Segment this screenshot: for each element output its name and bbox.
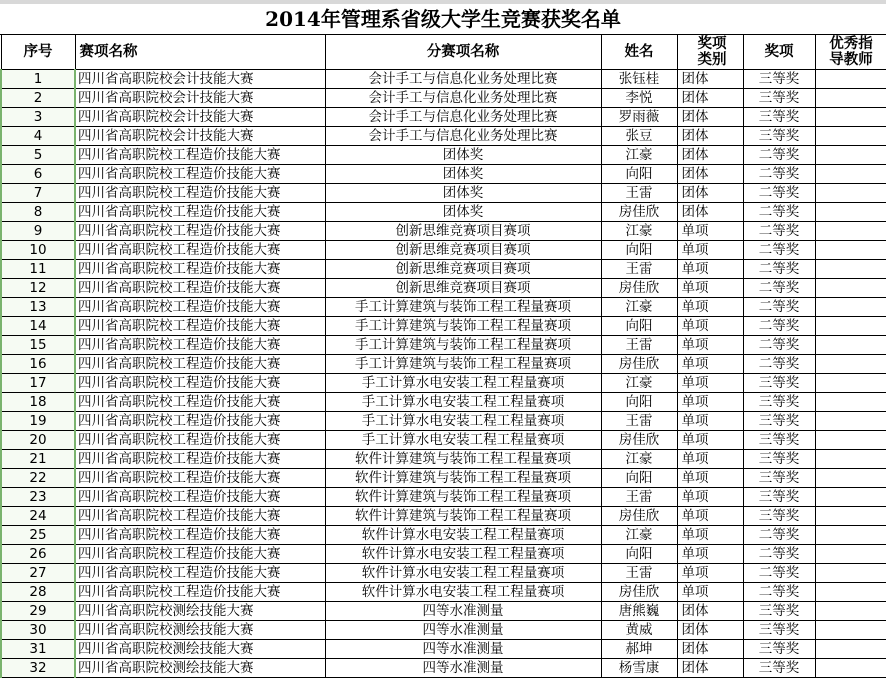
cell-contest[interactable]: 四川省高职院校工程造价技能大赛 [75, 146, 325, 165]
cell-idx[interactable]: 9 [1, 222, 75, 241]
cell-award-type[interactable]: 单项 [677, 412, 743, 431]
cell-subcontest[interactable]: 软件计算建筑与装饰工程工程量赛项 [325, 469, 601, 488]
cell-teacher[interactable] [815, 621, 886, 640]
table-row [1, 583, 886, 602]
cell-contest[interactable]: 四川省高职院校工程造价技能大赛 [75, 222, 325, 241]
header-idx[interactable]: 序号 [1, 35, 75, 70]
cell-subcontest[interactable]: 软件计算建筑与装饰工程工程量赛项 [325, 507, 601, 526]
cell-contest[interactable]: 四川省高职院校测绘技能大赛 [75, 640, 325, 659]
cell-contest[interactable]: 四川省高职院校工程造价技能大赛 [75, 450, 325, 469]
table-row [1, 146, 886, 165]
cell-idx[interactable]: 14 [1, 317, 75, 336]
table-row [1, 507, 886, 526]
cell-teacher[interactable] [815, 640, 886, 659]
cell-award[interactable]: 二等奖 [743, 165, 815, 184]
cell-award-type[interactable]: 单项 [677, 317, 743, 336]
cell-award[interactable]: 三等奖 [743, 659, 815, 678]
cell-idx[interactable]: 2 [1, 89, 75, 108]
cell-contest[interactable]: 四川省高职院校工程造价技能大赛 [75, 241, 325, 260]
cell-contest[interactable]: 四川省高职院校会计技能大赛 [75, 108, 325, 127]
cell-award-type[interactable]: 单项 [677, 545, 743, 564]
cell-idx[interactable]: 30 [1, 621, 75, 640]
cell-award-type[interactable]: 单项 [677, 507, 743, 526]
cell-idx[interactable]: 7 [1, 184, 75, 203]
cell-award[interactable]: 二等奖 [743, 355, 815, 374]
table-row [1, 317, 886, 336]
cell-award[interactable]: 三等奖 [743, 507, 815, 526]
header-award-type-line1: 奖项 [697, 36, 727, 52]
table-row [1, 488, 886, 507]
cell-subcontest[interactable]: 会计手工与信息化业务处理比赛 [325, 127, 601, 146]
cell-subcontest[interactable]: 手工计算建筑与装饰工程工程量赛项 [325, 336, 601, 355]
cell-subcontest[interactable]: 创新思维竞赛项目赛项 [325, 260, 601, 279]
cell-contest[interactable]: 四川省高职院校工程造价技能大赛 [75, 412, 325, 431]
cell-teacher[interactable] [815, 393, 886, 412]
cell-person[interactable]: 房佳欣 [601, 583, 677, 602]
cell-award[interactable]: 二等奖 [743, 279, 815, 298]
cell-person[interactable]: 房佳欣 [601, 431, 677, 450]
cell-award[interactable]: 二等奖 [743, 298, 815, 317]
cell-contest[interactable]: 四川省高职院校测绘技能大赛 [75, 602, 325, 621]
cell-idx[interactable]: 18 [1, 393, 75, 412]
cell-award-type[interactable]: 单项 [677, 374, 743, 393]
cell-idx[interactable]: 19 [1, 412, 75, 431]
cell-award-type[interactable]: 单项 [677, 469, 743, 488]
cell-award-type[interactable]: 单项 [677, 298, 743, 317]
cell-teacher[interactable] [815, 203, 886, 222]
cell-idx[interactable]: 10 [1, 241, 75, 260]
cell-contest[interactable]: 四川省高职院校工程造价技能大赛 [75, 431, 325, 450]
cell-teacher[interactable] [815, 564, 886, 583]
cell-subcontest[interactable]: 软件计算水电安装工程工程量赛项 [325, 583, 601, 602]
cell-subcontest[interactable]: 手工计算水电安装工程工程量赛项 [325, 393, 601, 412]
cell-subcontest[interactable]: 团体奖 [325, 146, 601, 165]
cell-subcontest[interactable]: 四等水准测量 [325, 640, 601, 659]
cell-idx[interactable]: 5 [1, 146, 75, 165]
cell-teacher[interactable] [815, 127, 886, 146]
cell-award[interactable]: 三等奖 [743, 108, 815, 127]
cell-subcontest[interactable]: 手工计算建筑与装饰工程工程量赛项 [325, 298, 601, 317]
cell-contest[interactable]: 四川省高职院校工程造价技能大赛 [75, 317, 325, 336]
cell-person[interactable]: 王雷 [601, 564, 677, 583]
cell-award-type[interactable]: 单项 [677, 583, 743, 602]
table-row [1, 545, 886, 564]
header-award[interactable]: 奖项 [743, 35, 815, 70]
cell-teacher[interactable] [815, 412, 886, 431]
header-person[interactable]: 姓名 [601, 35, 677, 70]
cell-contest[interactable]: 四川省高职院校工程造价技能大赛 [75, 469, 325, 488]
cell-idx[interactable]: 25 [1, 526, 75, 545]
table-row [1, 393, 886, 412]
cell-award[interactable]: 二等奖 [743, 336, 815, 355]
cell-subcontest[interactable]: 软件计算建筑与装饰工程工程量赛项 [325, 450, 601, 469]
cell-idx[interactable]: 24 [1, 507, 75, 526]
cell-award-type[interactable]: 团体 [677, 640, 743, 659]
table-row [1, 184, 886, 203]
header-subcontest[interactable]: 分赛项名称 [325, 35, 601, 70]
cell-award[interactable]: 三等奖 [743, 640, 815, 659]
cell-award-type[interactable]: 单项 [677, 564, 743, 583]
cell-person[interactable]: 唐熊巍 [601, 602, 677, 621]
cell-subcontest[interactable]: 创新思维竞赛项目赛项 [325, 222, 601, 241]
cell-contest[interactable]: 四川省高职院校工程造价技能大赛 [75, 298, 325, 317]
cell-person[interactable]: 郝坤 [601, 640, 677, 659]
cell-contest[interactable]: 四川省高职院校工程造价技能大赛 [75, 355, 325, 374]
cell-contest[interactable]: 四川省高职院校工程造价技能大赛 [75, 260, 325, 279]
cell-subcontest[interactable]: 软件计算建筑与装饰工程工程量赛项 [325, 488, 601, 507]
cell-person[interactable]: 江豪 [601, 146, 677, 165]
cell-idx[interactable]: 13 [1, 298, 75, 317]
cell-award-type[interactable]: 团体 [677, 127, 743, 146]
cell-person[interactable]: 李悦 [601, 89, 677, 108]
table-row [1, 526, 886, 545]
cell-award-type[interactable]: 单项 [677, 222, 743, 241]
table-row [1, 640, 886, 659]
cell-teacher[interactable] [815, 89, 886, 108]
cell-teacher[interactable] [815, 336, 886, 355]
cell-teacher[interactable] [815, 241, 886, 260]
header-teacher-line1: 优秀指 [829, 36, 873, 52]
cell-idx[interactable]: 31 [1, 640, 75, 659]
cell-person[interactable]: 江豪 [601, 222, 677, 241]
cell-subcontest[interactable]: 软件计算水电安装工程工程量赛项 [325, 564, 601, 583]
cell-contest[interactable]: 四川省高职院校工程造价技能大赛 [75, 545, 325, 564]
cell-subcontest[interactable]: 团体奖 [325, 203, 601, 222]
cell-award-type[interactable]: 单项 [677, 336, 743, 355]
award-table [0, 34, 886, 678]
cell-idx[interactable]: 6 [1, 165, 75, 184]
cell-contest[interactable]: 四川省高职院校工程造价技能大赛 [75, 279, 325, 298]
sheet-title[interactable]: 2014年管理系省级大学生竞赛获奖名单 [0, 0, 886, 35]
cell-award-type[interactable]: 团体 [677, 184, 743, 203]
cell-award[interactable]: 三等奖 [743, 127, 815, 146]
cell-contest[interactable]: 四川省高职院校工程造价技能大赛 [75, 374, 325, 393]
cell-award[interactable]: 三等奖 [743, 450, 815, 469]
cell-award-type[interactable]: 团体 [677, 108, 743, 127]
cell-subcontest[interactable]: 四等水准测量 [325, 621, 601, 640]
cell-award[interactable]: 二等奖 [743, 564, 815, 583]
cell-idx[interactable]: 21 [1, 450, 75, 469]
cell-person[interactable]: 房佳欣 [601, 507, 677, 526]
cell-award[interactable]: 二等奖 [743, 583, 815, 602]
cell-award[interactable]: 二等奖 [743, 203, 815, 222]
cell-subcontest[interactable]: 会计手工与信息化业务处理比赛 [325, 108, 601, 127]
cell-award-type[interactable]: 单项 [677, 279, 743, 298]
cell-award[interactable]: 三等奖 [743, 602, 815, 621]
cell-subcontest[interactable]: 手工计算建筑与装饰工程工程量赛项 [325, 355, 601, 374]
cell-teacher[interactable] [815, 545, 886, 564]
cell-teacher[interactable] [815, 355, 886, 374]
cell-idx[interactable]: 32 [1, 659, 75, 678]
cell-award[interactable]: 三等奖 [743, 469, 815, 488]
cell-award[interactable]: 三等奖 [743, 374, 815, 393]
cell-award[interactable]: 二等奖 [743, 146, 815, 165]
cell-subcontest[interactable]: 四等水准测量 [325, 602, 601, 621]
cell-award[interactable]: 三等奖 [743, 488, 815, 507]
cell-teacher[interactable] [815, 431, 886, 450]
cell-idx[interactable]: 4 [1, 127, 75, 146]
cell-person[interactable]: 张豆 [601, 127, 677, 146]
table-row [1, 412, 886, 431]
table-row [1, 260, 886, 279]
cell-idx[interactable]: 17 [1, 374, 75, 393]
table-row [1, 564, 886, 583]
cell-idx[interactable]: 3 [1, 108, 75, 127]
cell-award-type[interactable]: 团体 [677, 165, 743, 184]
header-teacher-line2: 导教师 [829, 52, 873, 68]
cell-person[interactable]: 王雷 [601, 184, 677, 203]
table-row [1, 431, 886, 450]
cell-award[interactable]: 三等奖 [743, 621, 815, 640]
cell-subcontest[interactable]: 手工计算水电安装工程工程量赛项 [325, 374, 601, 393]
cell-person[interactable]: 房佳欣 [601, 279, 677, 298]
cell-person[interactable]: 房佳欣 [601, 203, 677, 222]
cell-contest[interactable]: 四川省高职院校工程造价技能大赛 [75, 526, 325, 545]
table-row [1, 374, 886, 393]
cell-person[interactable]: 张钰桂 [601, 70, 677, 89]
cell-teacher[interactable] [815, 507, 886, 526]
cell-award[interactable]: 二等奖 [743, 241, 815, 260]
cell-subcontest[interactable]: 手工计算水电安装工程工程量赛项 [325, 431, 601, 450]
cell-contest[interactable]: 四川省高职院校工程造价技能大赛 [75, 564, 325, 583]
table-row [1, 203, 886, 222]
table-row [1, 165, 886, 184]
cell-idx[interactable]: 22 [1, 469, 75, 488]
cell-contest[interactable]: 四川省高职院校测绘技能大赛 [75, 621, 325, 640]
cell-contest[interactable]: 四川省高职院校工程造价技能大赛 [75, 203, 325, 222]
cell-idx[interactable]: 15 [1, 336, 75, 355]
cell-contest[interactable]: 四川省高职院校工程造价技能大赛 [75, 165, 325, 184]
header-award-type[interactable] [677, 35, 743, 70]
cell-award-type[interactable]: 单项 [677, 526, 743, 545]
cell-teacher[interactable] [815, 659, 886, 678]
cell-person[interactable]: 房佳欣 [601, 355, 677, 374]
cell-person[interactable]: 王雷 [601, 336, 677, 355]
cell-award[interactable]: 二等奖 [743, 260, 815, 279]
cell-person[interactable]: 王雷 [601, 260, 677, 279]
cell-award-type[interactable]: 单项 [677, 450, 743, 469]
cell-teacher[interactable] [815, 469, 886, 488]
cell-contest[interactable]: 四川省高职院校工程造价技能大赛 [75, 336, 325, 355]
cell-award-type[interactable]: 单项 [677, 488, 743, 507]
cell-award[interactable]: 三等奖 [743, 393, 815, 412]
cell-teacher[interactable] [815, 146, 886, 165]
header-contest[interactable]: 赛项名称 [75, 35, 325, 70]
table-body [1, 70, 886, 678]
table-row [1, 602, 886, 621]
cell-teacher[interactable] [815, 526, 886, 545]
cell-subcontest[interactable]: 会计手工与信息化业务处理比赛 [325, 70, 601, 89]
cell-idx[interactable]: 16 [1, 355, 75, 374]
cell-subcontest[interactable]: 手工计算水电安装工程工程量赛项 [325, 412, 601, 431]
table-row [1, 241, 886, 260]
cell-teacher[interactable] [815, 602, 886, 621]
cell-subcontest[interactable]: 团体奖 [325, 184, 601, 203]
cell-contest[interactable]: 四川省高职院校会计技能大赛 [75, 89, 325, 108]
cell-idx[interactable]: 8 [1, 203, 75, 222]
cell-idx[interactable]: 11 [1, 260, 75, 279]
cell-idx[interactable]: 1 [1, 70, 75, 89]
cell-subcontest[interactable]: 四等水准测量 [325, 659, 601, 678]
table-row [1, 659, 886, 678]
cell-award[interactable]: 三等奖 [743, 70, 815, 89]
cell-award-type[interactable]: 团体 [677, 621, 743, 640]
cell-person[interactable]: 向阳 [601, 545, 677, 564]
table-row [1, 279, 886, 298]
table-row [1, 127, 886, 146]
cell-person[interactable]: 罗雨薇 [601, 108, 677, 127]
cell-person[interactable]: 江豪 [601, 298, 677, 317]
cell-award-type[interactable]: 团体 [677, 146, 743, 165]
cell-contest[interactable]: 四川省高职院校工程造价技能大赛 [75, 507, 325, 526]
cell-person[interactable]: 王雷 [601, 488, 677, 507]
table-row [1, 298, 886, 317]
cell-idx[interactable]: 12 [1, 279, 75, 298]
cell-award-type[interactable]: 团体 [677, 70, 743, 89]
table-row [1, 469, 886, 488]
table-row [1, 89, 886, 108]
table-row [1, 621, 886, 640]
cell-subcontest[interactable]: 创新思维竞赛项目赛项 [325, 279, 601, 298]
cell-person[interactable]: 向阳 [601, 165, 677, 184]
cell-person[interactable]: 向阳 [601, 393, 677, 412]
cell-idx[interactable]: 29 [1, 602, 75, 621]
header-row [1, 35, 886, 70]
cell-teacher[interactable] [815, 260, 886, 279]
cell-subcontest[interactable]: 软件计算水电安装工程工程量赛项 [325, 526, 601, 545]
cell-teacher[interactable] [815, 108, 886, 127]
cell-award-type[interactable]: 单项 [677, 355, 743, 374]
cell-teacher[interactable] [815, 184, 886, 203]
cell-contest[interactable]: 四川省高职院校工程造价技能大赛 [75, 184, 325, 203]
table-row [1, 70, 886, 89]
cell-award-type[interactable]: 单项 [677, 241, 743, 260]
cell-contest[interactable]: 四川省高职院校测绘技能大赛 [75, 659, 325, 678]
cell-person[interactable]: 向阳 [601, 469, 677, 488]
cell-teacher[interactable] [815, 279, 886, 298]
cell-award[interactable]: 二等奖 [743, 222, 815, 241]
cell-teacher[interactable] [815, 222, 886, 241]
cell-contest[interactable]: 四川省高职院校工程造价技能大赛 [75, 583, 325, 602]
cell-subcontest[interactable]: 软件计算水电安装工程工程量赛项 [325, 545, 601, 564]
cell-idx[interactable]: 26 [1, 545, 75, 564]
cell-award-type[interactable]: 单项 [677, 260, 743, 279]
cell-award-type[interactable]: 团体 [677, 203, 743, 222]
table-row [1, 222, 886, 241]
cell-contest[interactable]: 四川省高职院校会计技能大赛 [75, 70, 325, 89]
cell-award-type[interactable]: 团体 [677, 602, 743, 621]
cell-person[interactable]: 王雷 [601, 412, 677, 431]
header-award-type-line2: 类别 [697, 52, 727, 68]
cell-idx[interactable]: 28 [1, 583, 75, 602]
cell-idx[interactable]: 20 [1, 431, 75, 450]
cell-idx[interactable]: 23 [1, 488, 75, 507]
cell-award[interactable]: 三等奖 [743, 412, 815, 431]
cell-contest[interactable]: 四川省高职院校工程造价技能大赛 [75, 488, 325, 507]
cell-teacher[interactable] [815, 374, 886, 393]
cell-award[interactable]: 三等奖 [743, 431, 815, 450]
cell-subcontest[interactable]: 会计手工与信息化业务处理比赛 [325, 89, 601, 108]
cell-person[interactable]: 江豪 [601, 374, 677, 393]
cell-subcontest[interactable]: 团体奖 [325, 165, 601, 184]
table-row [1, 450, 886, 469]
cell-award-type[interactable]: 团体 [677, 659, 743, 678]
cell-teacher[interactable] [815, 70, 886, 89]
cell-award-type[interactable]: 团体 [677, 89, 743, 108]
header-teacher[interactable] [815, 35, 886, 70]
cell-subcontest[interactable]: 手工计算建筑与装饰工程工程量赛项 [325, 317, 601, 336]
cell-award[interactable]: 二等奖 [743, 317, 815, 336]
cell-person[interactable]: 向阳 [601, 241, 677, 260]
cell-teacher[interactable] [815, 165, 886, 184]
cell-person[interactable]: 江豪 [601, 450, 677, 469]
cell-person[interactable]: 黄威 [601, 621, 677, 640]
cell-award[interactable]: 二等奖 [743, 184, 815, 203]
cell-award-type[interactable]: 单项 [677, 393, 743, 412]
cell-subcontest[interactable]: 创新思维竞赛项目赛项 [325, 241, 601, 260]
cell-person[interactable]: 江豪 [601, 526, 677, 545]
table-row [1, 108, 886, 127]
cell-person[interactable]: 向阳 [601, 317, 677, 336]
cell-award[interactable]: 二等奖 [743, 526, 815, 545]
table-row [1, 336, 886, 355]
cell-contest[interactable]: 四川省高职院校工程造价技能大赛 [75, 393, 325, 412]
cell-contest[interactable]: 四川省高职院校会计技能大赛 [75, 127, 325, 146]
cell-award[interactable]: 二等奖 [743, 545, 815, 564]
cell-award-type[interactable]: 单项 [677, 431, 743, 450]
cell-teacher[interactable] [815, 583, 886, 602]
cell-teacher[interactable] [815, 488, 886, 507]
cell-teacher[interactable] [815, 317, 886, 336]
table-row [1, 355, 886, 374]
cell-person[interactable]: 杨雪康 [601, 659, 677, 678]
cell-idx[interactable]: 27 [1, 564, 75, 583]
cell-teacher[interactable] [815, 450, 886, 469]
cell-teacher[interactable] [815, 298, 886, 317]
cell-award[interactable]: 三等奖 [743, 89, 815, 108]
